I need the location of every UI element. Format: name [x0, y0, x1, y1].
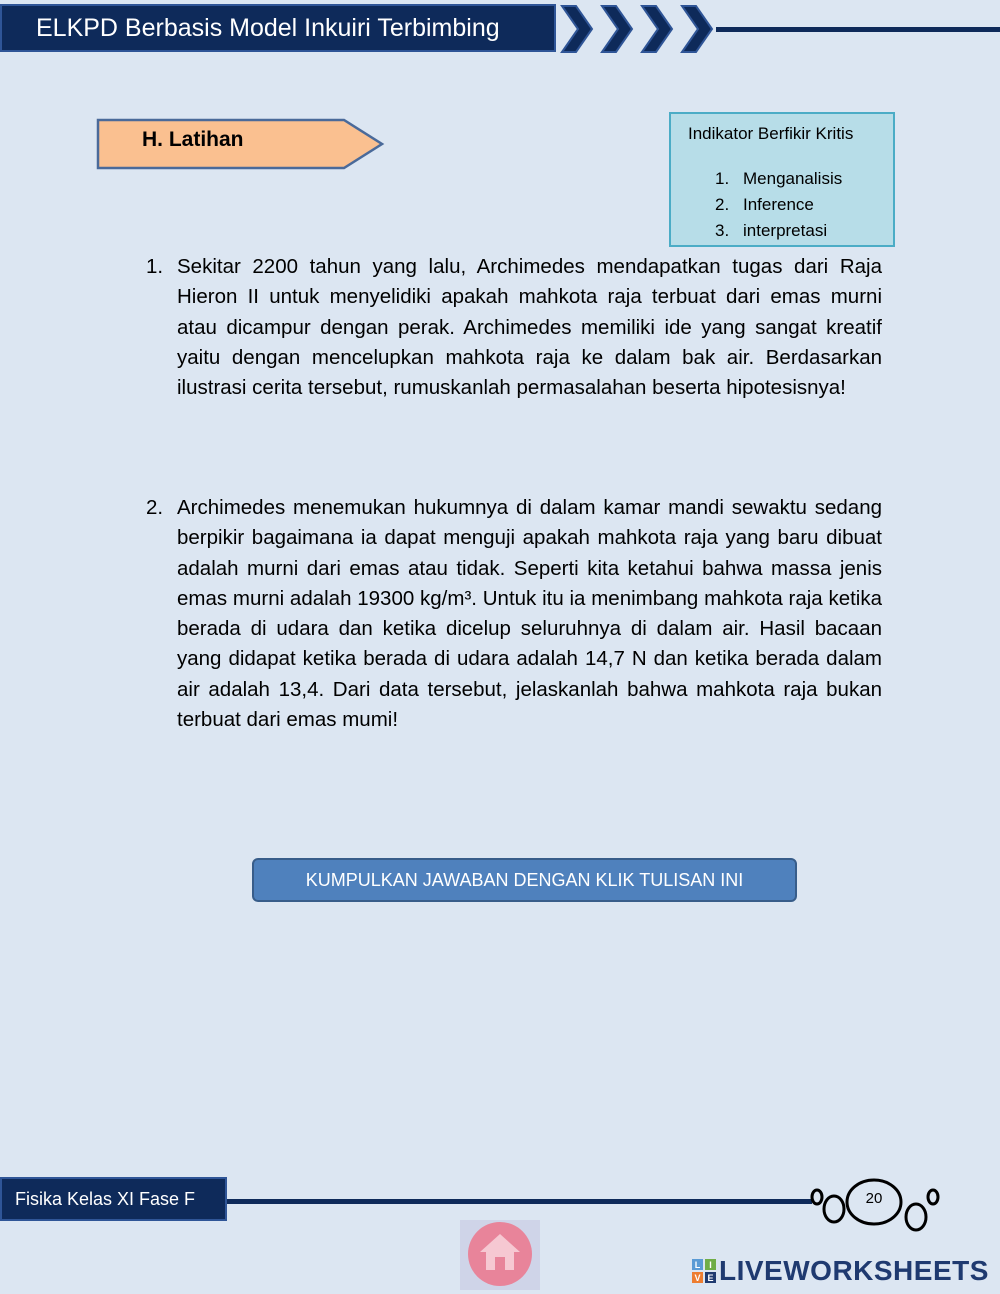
question-number: 2. [146, 496, 164, 519]
indicator-list [715, 166, 842, 244]
logo-letter-e: E [707, 1273, 714, 1283]
home-circle[interactable] [468, 1222, 532, 1286]
list-item: 2. Inference [715, 195, 814, 214]
question-text: Archimedes menemukan hukumnya di dalam kamar mandi sewaktu sedang berpikir bagaimana ia dapat menguji apakah mahkota raja yang baru dibuat adalah murni dari emas atau tidak. Seperti kita ketahui bahwa massa jenis emas murni adalah 19300 kg/m³. Untuk itu ia menimbang mahkota raja ketika berada di udara dan ketika dicelup seluruhnya di dalam air. Hasil bacaan yang didapat ketika berada di udara adalah 14,7 N dan ketika berada dalam air adalah 13,4. Dari data tersebut, jelaskanlah bahwa mahkota raja bukan terbuat dari emas mumi! [177, 496, 882, 732]
logo-letter-i: I [709, 1260, 712, 1270]
logo-letter-l: L [694, 1260, 701, 1270]
chevron-right-icon [642, 6, 672, 52]
indicator-title: Indikator Berfikir Kritis [688, 124, 854, 143]
header-chevrons [560, 2, 720, 56]
section-title: H. Latihan [142, 128, 244, 151]
chevron-right-icon [602, 6, 632, 52]
indicator-box [669, 112, 895, 247]
header-rule [716, 27, 1000, 32]
submit-answers-button[interactable]: KUMPULKAN JAWABAN DENGAN KLIK TULISAN INI [252, 858, 797, 902]
footer-subject: Fisika Kelas XI Fase F [0, 1177, 227, 1221]
footer-rule [227, 1199, 812, 1204]
logo-text: LIVEWORKSHEETS [719, 1255, 989, 1286]
list-item: 1. Menganalisis [715, 169, 843, 188]
question-text: Sekitar 2200 tahun yang lalu, Archimedes mendapatkan tugas dari Raja Hieron II untuk menyelidiki apakah mahkota raja terbuat dari emas murni atau dicampur dengan perak. Archimedes memiliki ide yang sangat kreatif yaitu dengan mencelupkan mahkota raja ke dalam bak air. Berdasarkan ilustrasi cerita tersebut, rumuskanlah permasalahan beserta hipotesisnya! [177, 255, 882, 400]
logo-letter-v: V [694, 1273, 701, 1283]
question-2 [144, 493, 882, 735]
liveworksheets-logo [692, 1255, 989, 1287]
home-button[interactable] [460, 1220, 540, 1290]
list-item: 3. interpretasi [715, 221, 828, 240]
logo-blocks-icon [692, 1259, 716, 1283]
header-title: ELKPD Berbasis Model Inkuiri Terbimbing [0, 4, 556, 52]
question-number: 1. [146, 255, 164, 278]
home-icon [468, 1222, 532, 1286]
chevron-right-icon [682, 6, 712, 52]
chevron-right-icon [562, 6, 592, 52]
question-1 [144, 252, 882, 403]
page-number: 20 [865, 1190, 883, 1207]
